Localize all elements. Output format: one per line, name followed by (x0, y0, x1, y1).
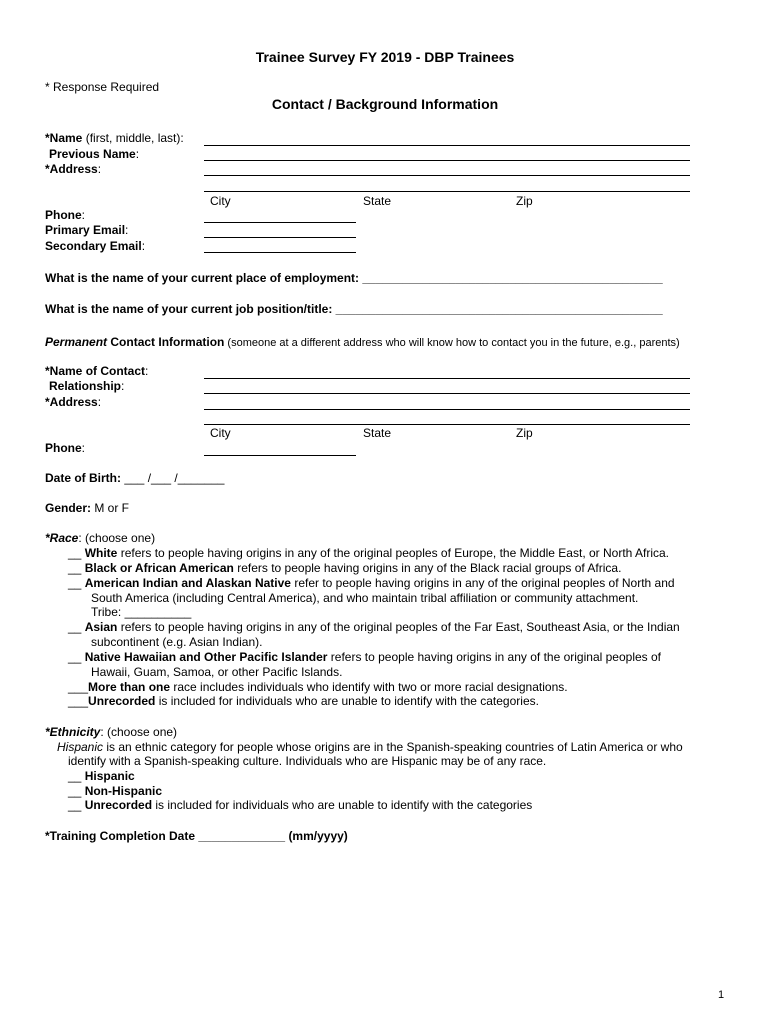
phone-field[interactable] (204, 222, 356, 223)
section-title: Contact / Background Information (271, 96, 499, 112)
contact-name-field[interactable] (204, 378, 690, 379)
job-position-question[interactable]: What is the name of your current job position/title: _________________________________________________ (45, 302, 663, 316)
race-native-hawaiian-desc: Hawaii, Guam, Samoa, or other Pacific Islands. (91, 665, 343, 679)
name-label: *Name (first, middle, last): (45, 131, 184, 145)
previous-name-field[interactable] (204, 160, 690, 161)
race-option-asian[interactable]: __ Asian refers to people having origins in any of the original peoples of the Far East, Southeast Asia, or the Indian (68, 620, 680, 634)
phone-label: Phone: (45, 208, 86, 222)
response-required-note: * Response Required (45, 80, 160, 94)
contact-city-label: City (210, 426, 231, 440)
race-american-indian-desc: South America (including Central America), and who maintain tribal affiliation or community attachment. (91, 591, 639, 605)
contact-name-label: *Name of Contact: (45, 364, 149, 378)
address-line-2-field[interactable] (204, 191, 690, 192)
training-completion-date[interactable]: *Training Completion Date _____________ (mm/yyyy) (45, 829, 348, 843)
secondary-email-field[interactable] (204, 252, 356, 253)
date-of-birth[interactable]: Date of Birth: ___ /___ /_______ (45, 471, 225, 485)
race-option-unrecorded[interactable]: ___Unrecorded is included for individuals who are unable to identify with the categories. (68, 694, 539, 708)
page-title: Trainee Survey FY 2019 - DBP Trainees (255, 49, 515, 65)
race-option-more-than-one[interactable]: ___More than one race includes individuals who identify with two or more racial designations. (68, 680, 568, 694)
primary-email-field[interactable] (204, 237, 356, 238)
previous-name-label: Previous Name: (49, 147, 140, 161)
secondary-email-label: Secondary Email: (45, 239, 146, 253)
gender[interactable]: Gender: M or F (45, 501, 130, 515)
race-option-black[interactable]: __ Black or African American refers to people having origins in any of the Black racial groups of Africa. (68, 561, 622, 575)
address-line-1-field[interactable] (204, 175, 690, 176)
contact-phone-field[interactable] (204, 455, 356, 456)
race-option-white[interactable]: __ White refers to people having origins in any of the original peoples of Europe, the Middle East, or North Africa. (68, 546, 670, 560)
contact-address-label: *Address: (45, 395, 102, 409)
ethnicity-definition: Hispanic is an ethnic category for people whose origins are in the Spanish-speaking countries of Latin America or who (57, 740, 683, 754)
contact-address-line-2-field[interactable] (204, 424, 690, 425)
ethnicity-option-non-hispanic[interactable]: __ Non-Hispanic (68, 784, 163, 798)
race-label: *Race: (choose one) (45, 531, 156, 545)
ethnicity-option-unrecorded[interactable]: __ Unrecorded is included for individuals who are unable to identify with the categories (68, 798, 533, 812)
tribe-field[interactable]: Tribe: __________ (91, 605, 192, 619)
employment-place-question[interactable]: What is the name of your current place of employment: _____________________________________________ (45, 271, 663, 285)
name-field[interactable] (204, 145, 690, 146)
relationship-label: Relationship: (49, 379, 125, 393)
ethnicity-label: *Ethnicity: (choose one) (45, 725, 178, 739)
address-label: *Address: (45, 162, 102, 176)
race-option-native-hawaiian[interactable]: __ Native Hawaiian and Other Pacific Islander refers to people having origins in any of the original peoples of (68, 650, 661, 664)
contact-address-line-1-field[interactable] (204, 409, 690, 410)
ethnicity-option-hispanic[interactable]: __ Hispanic (68, 769, 135, 783)
primary-email-label: Primary Email: (45, 223, 129, 237)
ethnicity-definition-cont: identify with a Spanish-speaking culture. Individuals who are Hispanic may be of any race. (68, 754, 547, 768)
page-number: 1 (718, 989, 725, 1001)
city-label: City (210, 194, 231, 208)
race-option-american-indian[interactable]: __ American Indian and Alaskan Native refer to people having origins in any of the original peoples of North and (68, 576, 675, 590)
state-label: State (363, 194, 392, 208)
contact-state-label: State (363, 426, 392, 440)
race-asian-desc: subcontinent (e.g. Asian Indian). (91, 635, 263, 649)
contact-zip-label: Zip (516, 426, 533, 440)
zip-label: Zip (516, 194, 533, 208)
relationship-field[interactable] (204, 393, 690, 394)
contact-phone-label: Phone: (45, 441, 86, 455)
permanent-contact-heading: Permanent Contact Information (someone at a different address who will know how to contact you in the future, e.g., parents) (45, 335, 680, 349)
